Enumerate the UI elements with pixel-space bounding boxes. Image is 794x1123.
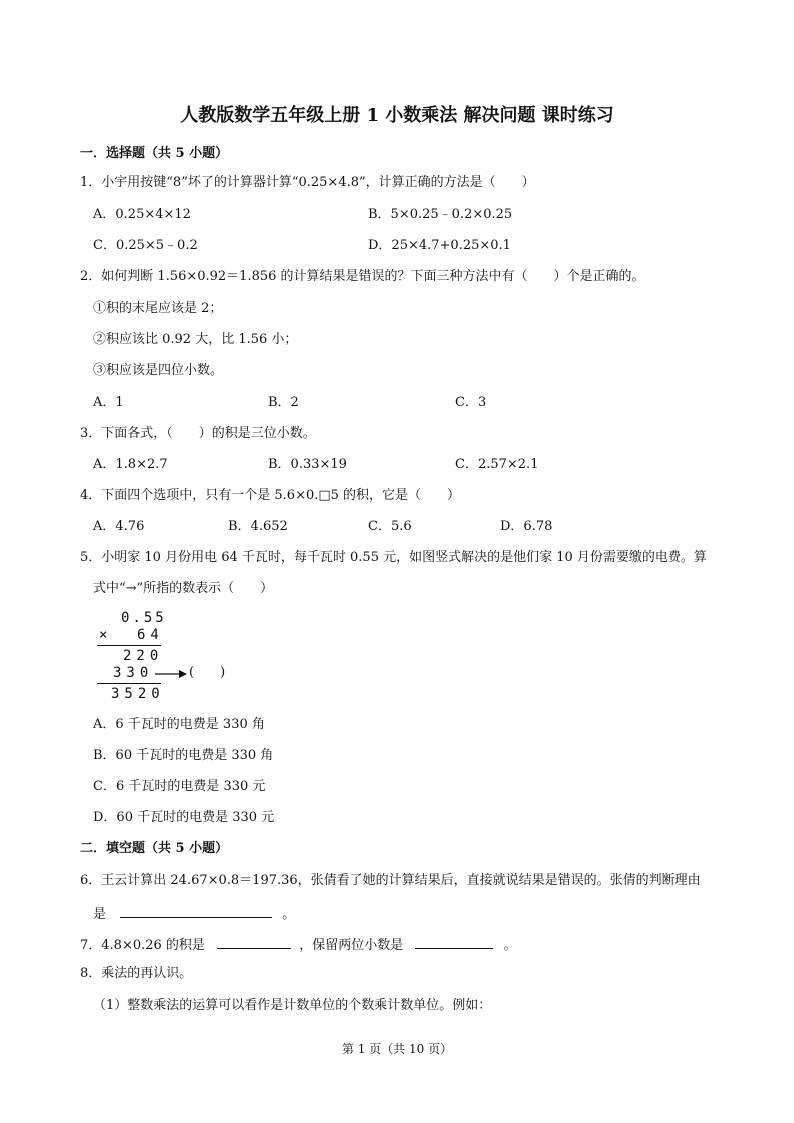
question-1-stem: 1．小宇用按键“8”坏了的计算器计算“0.25×4.8”，计算正确的方法是（ ） (80, 175, 535, 190)
question-7-answer-blank-2[interactable] (415, 934, 493, 949)
question-1-option-a: A．0.25×4×12 (93, 207, 191, 222)
question-4-stem: 4．下面四个选项中，只有一个是 5.6×0.□5 的积，它是（ ） (80, 488, 461, 503)
question-6-prefix: 是 (93, 907, 107, 922)
arrow-icon (155, 669, 187, 679)
question-5-option-c: C．6 千瓦时的电费是 330 元 (93, 779, 266, 794)
question-6-line-1: 6．王云计算出 24.67×0.8＝197.36，张倩看了她的计算结果后，直接就说结果是错误的。张倩的判断理由 (80, 873, 701, 888)
question-4-option-c: C．5.6 (368, 519, 412, 534)
question-4-option-a: A．4.76 (93, 519, 145, 534)
vertical-multiplication-figure (95, 610, 235, 702)
vertical-product: 3520 (111, 686, 165, 702)
question-8-sub-1: （1）整数乘法的运算可以看作是计数单位的个数乘计数单位。例如： (93, 998, 492, 1013)
question-6-suffix: 。 (282, 907, 296, 922)
vertical-multiply-sign: × (99, 627, 108, 643)
vertical-rule-2 (97, 683, 161, 684)
question-7-suffix: 。 (503, 938, 517, 953)
question-3-option-b: B．0.33×19 (268, 457, 347, 472)
question-4-option-d: D．6.78 (500, 519, 553, 534)
section-heading-choice: 一．选择题（共 5 小题） (80, 146, 229, 161)
question-1-option-b: B．5×0.25﹣0.2×0.25 (368, 207, 513, 222)
question-7-answer-blank-1[interactable] (217, 934, 291, 949)
question-2-method-3: ③积应该是四位小数。 (93, 363, 224, 378)
vertical-row-multiplicand: 0.55 (121, 610, 167, 626)
question-8-stem: 8．乘法的再认识。 (80, 966, 193, 981)
question-7-prefix: 7．4.8×0.26 的积是 (80, 938, 205, 953)
vertical-partial-product-2: 330 (113, 665, 154, 681)
question-3-option-a: A．1.8×2.7 (93, 457, 168, 472)
section-heading-fill: 二．填空题（共 5 小题） (80, 841, 229, 856)
question-6-line-2 (93, 903, 295, 924)
question-1-option-d: D．25×4.7+0.25×0.1 (368, 238, 511, 253)
question-6-answer-blank[interactable] (120, 903, 272, 918)
question-2-method-1: ①积的末尾应该是 2； (93, 301, 223, 316)
question-7-middle: ，保留两位小数是 (299, 938, 404, 953)
question-5-option-a: A．6 千瓦时的电费是 330 角 (93, 717, 265, 732)
vertical-row-multiplier: 64 (137, 627, 164, 643)
question-5-option-d: D．60 千瓦时的电费是 330 元 (93, 810, 275, 825)
question-3-stem: 3．下面各式，（ ）的积是三位小数。 (80, 426, 316, 441)
question-1-option-c: C．0.25×5﹣0.2 (93, 238, 198, 253)
arrow-target-blank: ( ) (189, 665, 226, 680)
vertical-partial-product-1: 220 (123, 648, 164, 664)
question-2-stem: 2．如何判断 1.56×0.92＝1.856 的计算结果是错误的？下面三种方法中有（ ）个是正确的。 (80, 269, 645, 284)
vertical-rule-1 (97, 645, 161, 646)
question-5-option-b: B．60 千瓦时的电费是 330 角 (93, 748, 274, 763)
question-2-option-b: B．2 (268, 395, 299, 410)
question-3-option-c: C．2.57×2.1 (455, 457, 539, 472)
question-5-stem-line-1: 5．小明家 10 月份用电 64 千瓦时，每千瓦时 0.55 元，如图竖式解决的是他们家 10 月份需要缴的电费。算 (80, 550, 707, 565)
question-2-option-c: C．3 (455, 395, 487, 410)
question-4-option-b: B．4.652 (228, 519, 288, 534)
question-5-stem-line-2: 式中“→”所指的数表示（ ） (93, 581, 274, 596)
question-7-line (80, 934, 517, 955)
question-2-method-2: ②积应该比 0.92 大，比 1.56 小； (93, 332, 298, 347)
question-2-option-a: A．1 (93, 395, 124, 410)
page-footer: 第 1 页（共 10 页） (341, 1042, 453, 1056)
page-title: 人教版数学五年级上册 1 小数乘法 解决问题 课时练习 (180, 105, 614, 126)
